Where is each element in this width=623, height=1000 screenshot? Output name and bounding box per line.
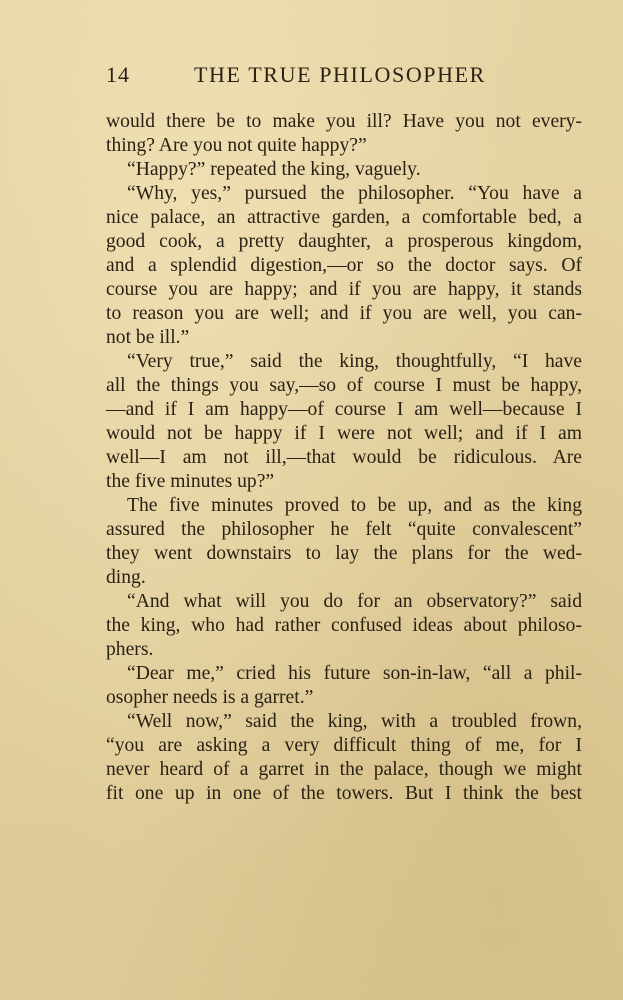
text-line: to reason you are well; and if you are well, you can- [106,303,582,324]
text-line: assured the philosopher he felt “quite convalescent” [106,519,582,540]
text-line: not be ill.” [106,327,190,348]
text-line: the king, who had rather confused ideas about philoso- [106,615,582,636]
page-header [106,62,520,92]
text-line: they went downstairs to lay the plans for the wed- [106,543,582,564]
page-number: 14 [106,62,130,87]
running-head: THE TRUE PHILOSOPHER [194,62,486,87]
text-line: course you are happy; and if you are happy, it stands [106,279,582,300]
text-line: “And what will you do for an observatory?” said [127,591,582,612]
text-line: all the things you say,—so of course I must be happy, [106,375,582,396]
text-line: the five minutes up?” [106,471,275,492]
text-line: would there be to make you ill? Have you not every- [106,111,582,132]
text-line: and a splendid digestion,—or so the doctor says. Of [106,255,582,276]
text-line: good cook, a pretty daughter, a prosperous kingdom, [106,231,582,252]
text-line: “Why, yes,” pursued the philosopher. “You have a [127,183,582,204]
text-line: “Dear me,” cried his future son-in-law, “all a phil- [127,663,582,684]
text-line: never heard of a garret in the palace, though we might [106,759,582,780]
text-line: The five minutes proved to be up, and as the king [127,495,582,516]
text-line: nice palace, an attractive garden, a comfortable bed, a [106,207,582,228]
text-line: osopher needs is a garret.” [106,687,314,708]
text-line: well—I am not ill,—that would be ridiculous. Are [106,447,582,468]
body-text [106,110,582,806]
text-line: “Happy?” repeated the king, vaguely. [127,159,421,180]
text-line: —and if I am happy—of course I am well—because I [106,399,582,420]
text-line: phers. [106,639,154,660]
text-line: fit one up in one of the towers. But I think the best [106,783,582,804]
text-line: would not be happy if I were not well; and if I am [106,423,582,444]
text-line: “you are asking a very difficult thing of me, for I [106,735,582,756]
text-line: ding. [106,567,146,588]
text-line: thing? Are you not quite happy?” [106,135,367,156]
text-line: “Well now,” said the king, with a troubled frown, [127,711,582,732]
text-line: “Very true,” said the king, thoughtfully, “I have [127,351,582,372]
